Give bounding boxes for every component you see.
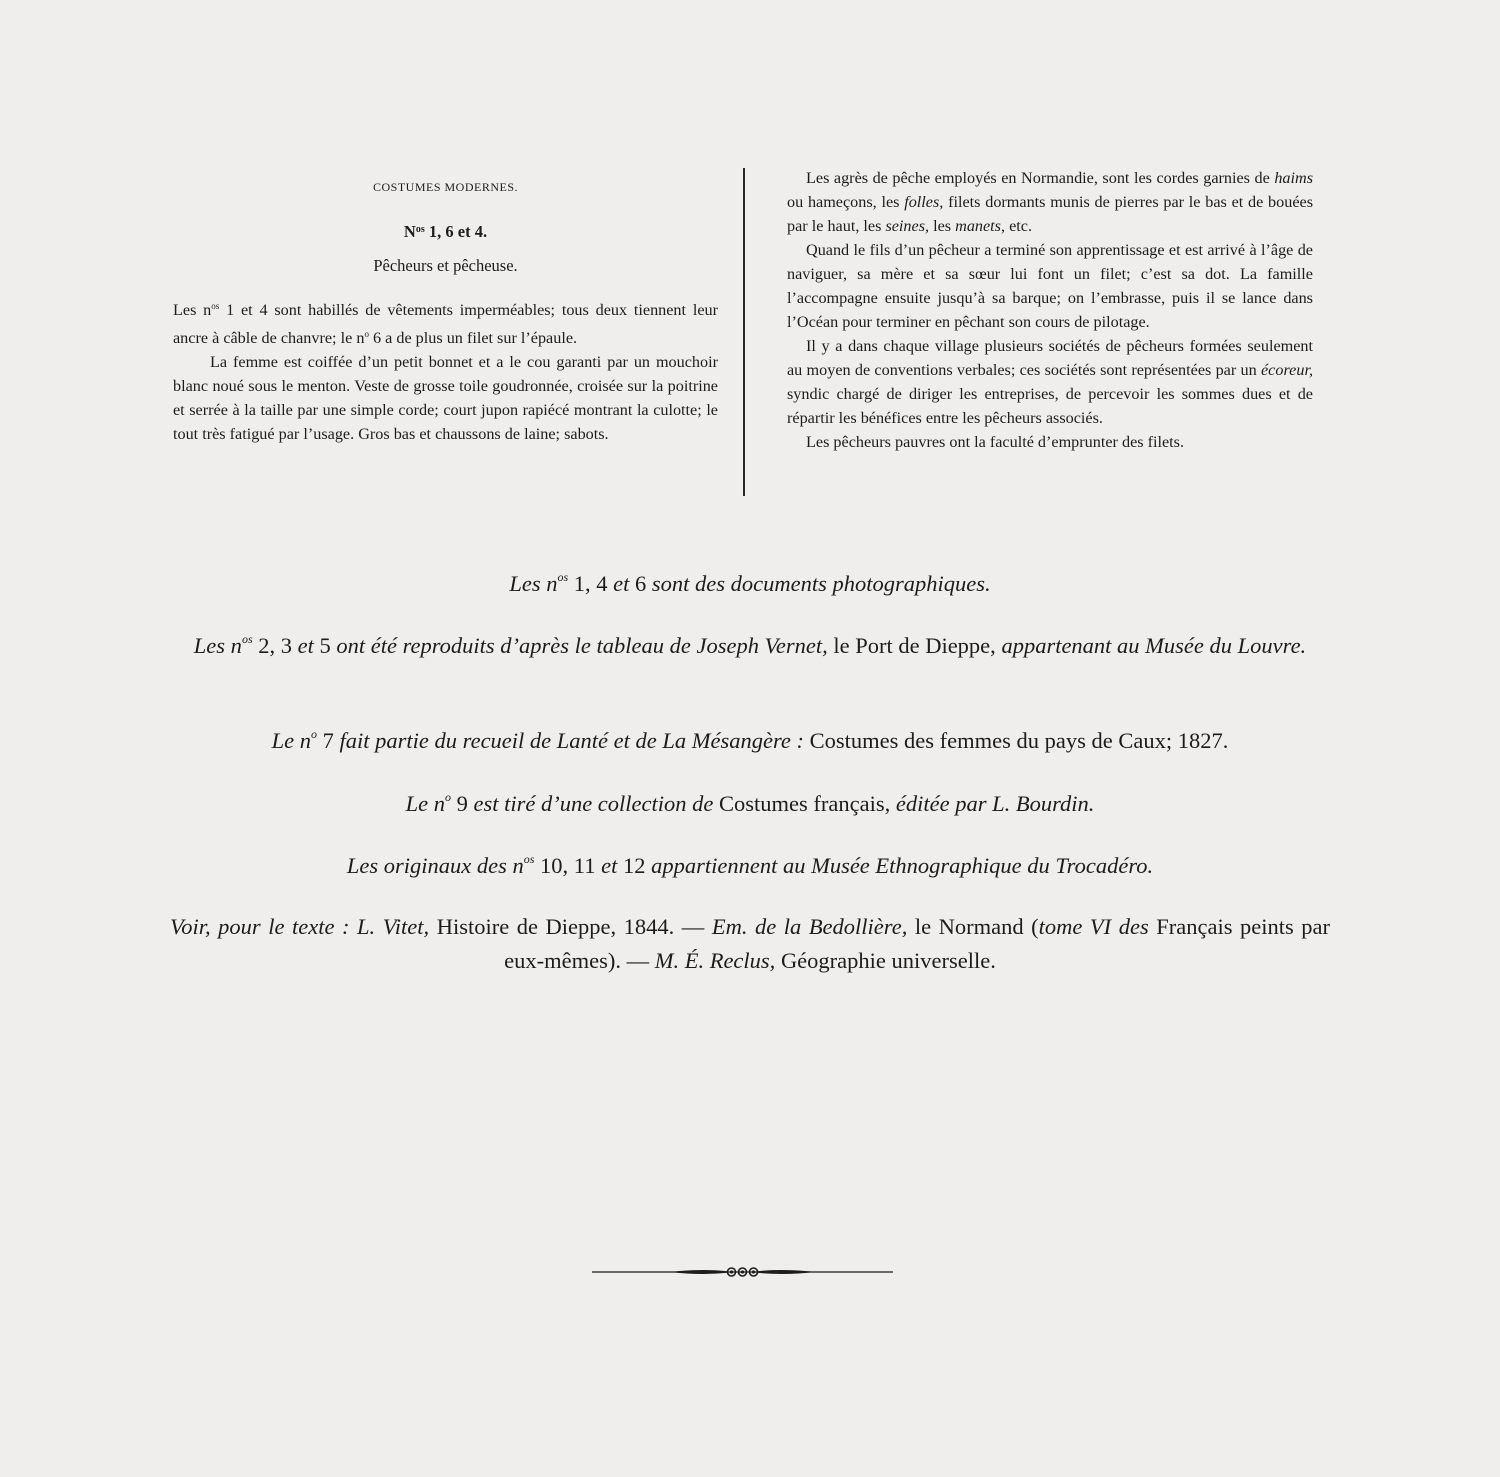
roman-run: 5 <box>313 633 337 658</box>
italic-term: haims <box>1274 169 1313 187</box>
superscript: o <box>364 329 369 339</box>
italic-run: Les originaux des n <box>346 853 524 878</box>
italic-term: écoreur, <box>1261 361 1313 379</box>
paragraph-apprenticeship: Quand le fils d’un pêcheur a terminé son apprentissage et est arrivé à l’âge de naviguer, sa mère et sa sœur lui font un filet; c’est sa dot. La famille l’accompagne ensuite jusqu’à sa barque; on l’embrasse, puis il se lance dans l’Océan pour terminer en pêchant son cours de pilotage. <box>787 241 1313 331</box>
right-column <box>787 166 1313 454</box>
paragraph-fishing-gear <box>787 166 1313 238</box>
roman-run: le Normand ( <box>907 914 1039 939</box>
italic-run: appartiennent au Musée Ethnographique du Trocadéro. <box>651 853 1154 878</box>
superscript: os <box>557 570 569 584</box>
text-run: Les n <box>173 301 212 319</box>
text-run: ou hameçons, les <box>787 193 905 211</box>
roman-run: Costumes des femmes du pays de Caux; 1827. <box>804 728 1229 753</box>
left-column <box>173 166 718 446</box>
italic-term: folles, <box>904 193 944 211</box>
italic-run: Le n <box>405 791 445 816</box>
roman-run: 6 <box>629 571 652 596</box>
note-bibliography <box>170 910 1330 978</box>
plate-number-values: 1, 6 et 4. <box>424 222 488 241</box>
roman-run: 10, 11 <box>534 853 602 878</box>
italic-run: Le n <box>271 728 312 753</box>
italic-run: Voir, pour le texte : L. Vitet, <box>170 914 430 939</box>
italic-run: sont des documents photographiques. <box>651 571 991 596</box>
note-bourdin <box>170 780 1330 821</box>
italic-run: Les n <box>193 633 242 658</box>
italic-run: et <box>297 633 314 658</box>
note-photographic <box>170 560 1330 601</box>
plate-number-sup: os <box>415 224 425 235</box>
italic-run: éditée par L. Bourdin. <box>895 791 1095 816</box>
superscript: os <box>523 852 535 866</box>
plate-subtitle: Pêcheurs et pêcheuse. <box>373 256 518 275</box>
italic-run: fait partie du recueil de Lanté et de La Mésangère : <box>339 728 805 753</box>
paragraph-societies <box>787 334 1313 430</box>
italic-run: Les n <box>509 571 558 596</box>
tailpiece-ornament-icon <box>590 1262 895 1282</box>
text-run: Il y a dans chaque village plusieurs sociétés de pêcheurs formées seulement au moyen de conventions verbales; ces sociétés sont représentées par un <box>787 337 1313 379</box>
note-vernet <box>170 622 1330 663</box>
plate-number <box>173 218 718 244</box>
italic-run: M. É. Reclus, <box>654 948 776 973</box>
roman-run: le Port de Dieppe, <box>827 633 1002 658</box>
text-run: 1 et 4 sont habillés de vêtements imperméables; tous deux tiennent leur ancre à câble de chanvre; le n <box>173 301 718 347</box>
roman-run: 1, 4 <box>568 571 614 596</box>
roman-run: 12 <box>617 853 652 878</box>
roman-run: Français peints par eux-mêmes). — <box>504 914 1331 973</box>
text-run: syndic chargé de diriger les entreprises, de percevoir les sommes dues et de répartir les bénéfices entre les pêcheurs associés. <box>787 385 1313 427</box>
italic-term: seines, <box>885 217 930 235</box>
roman-run: Géographie universelle. <box>775 948 996 973</box>
italic-run: et <box>601 853 618 878</box>
roman-run: 9 <box>450 791 474 816</box>
roman-run: 7 <box>317 728 340 753</box>
italic-run: appartenant au Musée du Louvre. <box>1001 633 1307 658</box>
column-divider <box>743 168 745 496</box>
section-header: COSTUMES MODERNES. <box>372 180 519 194</box>
italic-run: Em. de la Bedollière, <box>711 914 908 939</box>
text-run: , etc. <box>1000 217 1032 235</box>
roman-run: Histoire de Dieppe, 1844. — <box>429 914 712 939</box>
paragraph-clothing <box>173 294 718 350</box>
italic-term: manets <box>955 217 1001 235</box>
text-run: filets dormants munis de pierres par le bas et de bouées par le haut, les <box>787 193 1313 235</box>
superscript: o <box>311 727 318 741</box>
paragraph-poor-fishermen: Les pêcheurs pauvres ont la faculté d’emprunter des filets. <box>806 433 1185 451</box>
note-lante <box>170 717 1330 758</box>
superscript: os <box>211 301 220 311</box>
roman-run: 2, 3 <box>252 633 298 658</box>
italic-run: tome VI des <box>1038 914 1149 939</box>
text-run: les <box>929 217 956 235</box>
note-trocadero <box>170 842 1330 883</box>
text-run: 6 a de plus un filet sur l’épaule. <box>368 329 578 347</box>
roman-run: Costumes français, <box>713 791 896 816</box>
plate-number-prefix: N <box>403 222 416 241</box>
italic-run: ont été reproduits d’après le tableau de Joseph Vernet, <box>336 633 828 658</box>
italic-run: et <box>613 571 630 596</box>
superscript: os <box>241 632 253 646</box>
italic-run: est tiré d’une collection de <box>473 791 714 816</box>
text-run: Les agrès de pêche employés en Normandie, sont les cordes garnies de <box>806 169 1275 187</box>
paragraph-woman: La femme est coiffée d’un petit bonnet et a le cou garanti par un mouchoir blanc noué sous le menton. Veste de grosse toile goudronnée, croisée sur la poitrine et serrée à la taille par une simple corde; court jupon rapiécé montrant la culotte; le tout très fatigué par l’usage. Gros bas et chaussons de laine; sabots. <box>173 353 718 443</box>
superscript: o <box>444 790 451 804</box>
